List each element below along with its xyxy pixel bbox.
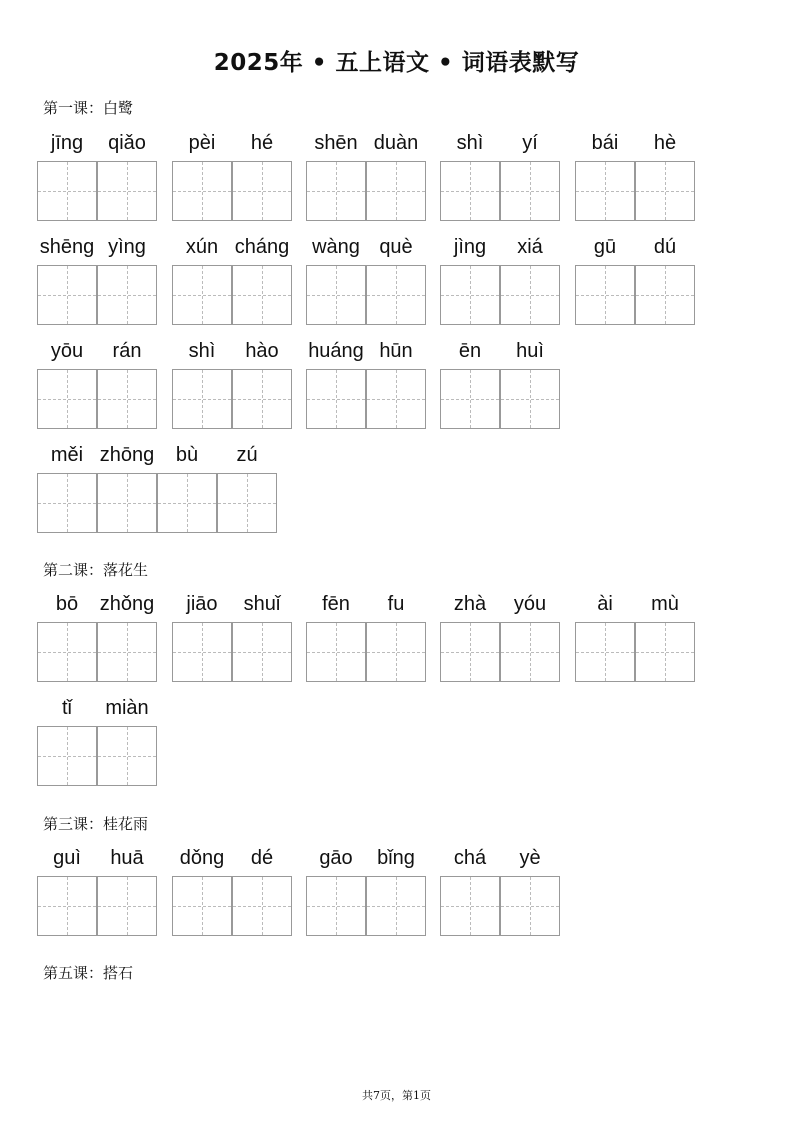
writing-grid-cell[interactable] [172, 622, 232, 682]
writing-grid-cell[interactable] [232, 876, 292, 936]
writing-grid-cell[interactable] [366, 161, 426, 221]
writing-grid-cell[interactable] [232, 369, 292, 429]
writing-grid-cell[interactable] [306, 265, 366, 325]
pinyin-label: jìng [453, 236, 487, 258]
pinyin-label: pèi [188, 132, 216, 154]
pinyin-label: zhà [453, 593, 487, 615]
pinyin-label: hào [245, 340, 279, 362]
writing-grid-cell[interactable] [37, 876, 97, 936]
writing-grid-cell[interactable] [97, 876, 157, 936]
writing-grid-cell[interactable] [97, 161, 157, 221]
pinyin-label: hè [653, 132, 677, 154]
lesson-heading: 第二课：落花生 [43, 561, 149, 579]
writing-grid-cell[interactable] [37, 726, 97, 786]
pinyin-label: jiāo [186, 593, 218, 615]
pinyin-label: dǒng [179, 847, 225, 869]
writing-grid-cell[interactable] [575, 622, 635, 682]
pinyin-label: xún [185, 236, 219, 258]
pinyin-label: hūn [379, 340, 413, 362]
pinyin-label: zhōng [99, 444, 155, 466]
pinyin-label: guì [53, 847, 81, 869]
writing-grid-cell[interactable] [366, 369, 426, 429]
writing-grid-cell[interactable] [97, 473, 157, 533]
pinyin-label: hé [250, 132, 274, 154]
writing-grid-cell[interactable] [500, 622, 560, 682]
lesson-heading: 第三课：桂花雨 [43, 815, 149, 833]
writing-grid-cell[interactable] [172, 161, 232, 221]
writing-grid-cell[interactable] [440, 161, 500, 221]
writing-grid-cell[interactable] [37, 622, 97, 682]
writing-grid-cell[interactable] [575, 161, 635, 221]
pinyin-label: shì [188, 340, 216, 362]
writing-grid-cell[interactable] [366, 876, 426, 936]
writing-grid-cell[interactable] [440, 369, 500, 429]
writing-grid-cell[interactable] [232, 265, 292, 325]
pinyin-label: bǐng [377, 847, 415, 869]
pinyin-label: gū [593, 236, 617, 258]
pinyin-label: fu [387, 593, 405, 615]
pinyin-label: yìng [108, 236, 146, 258]
pinyin-label: wàng [312, 236, 360, 258]
pinyin-label: shuǐ [243, 593, 281, 615]
writing-grid-cell[interactable] [37, 369, 97, 429]
pinyin-label: yí [522, 132, 538, 154]
writing-grid-cell[interactable] [306, 161, 366, 221]
pinyin-label: shēng [39, 236, 95, 258]
writing-grid-cell[interactable] [440, 876, 500, 936]
writing-grid-cell[interactable] [97, 726, 157, 786]
pinyin-label: bù [175, 444, 199, 466]
writing-grid-cell[interactable] [306, 622, 366, 682]
pinyin-label: dú [653, 236, 677, 258]
writing-grid-cell[interactable] [500, 265, 560, 325]
writing-grid-cell[interactable] [97, 622, 157, 682]
pinyin-label: bō [55, 593, 79, 615]
pinyin-label: huáng [308, 340, 364, 362]
pinyin-label: yóu [513, 593, 547, 615]
writing-grid-cell[interactable] [37, 265, 97, 325]
writing-grid-cell[interactable] [37, 473, 97, 533]
writing-grid-cell[interactable] [366, 622, 426, 682]
writing-grid-cell[interactable] [440, 265, 500, 325]
writing-grid-cell[interactable] [500, 876, 560, 936]
writing-grid-cell[interactable] [440, 622, 500, 682]
pinyin-label: rán [112, 340, 142, 362]
writing-grid-cell[interactable] [635, 161, 695, 221]
pinyin-label: huì [516, 340, 544, 362]
pinyin-label: shì [456, 132, 484, 154]
pinyin-label: gāo [319, 847, 353, 869]
pinyin-label: zú [236, 444, 258, 466]
pinyin-label: mù [651, 593, 679, 615]
pinyin-label: dé [250, 847, 274, 869]
writing-grid-cell[interactable] [97, 369, 157, 429]
writing-grid-cell[interactable] [172, 369, 232, 429]
writing-grid-cell[interactable] [500, 369, 560, 429]
pinyin-label: ài [597, 593, 613, 615]
writing-grid-cell[interactable] [500, 161, 560, 221]
page-title: 2025年 • 五上语文 • 词语表默写 [213, 50, 580, 76]
writing-grid-cell[interactable] [37, 161, 97, 221]
pinyin-label: shēn [314, 132, 358, 154]
pinyin-label: chá [453, 847, 487, 869]
pinyin-label: cháng [234, 236, 290, 258]
writing-grid-cell[interactable] [97, 265, 157, 325]
writing-grid-cell[interactable] [575, 265, 635, 325]
writing-grid-cell[interactable] [217, 473, 277, 533]
pinyin-label: duàn [373, 132, 419, 154]
pinyin-label: yōu [50, 340, 84, 362]
writing-grid-cell[interactable] [157, 473, 217, 533]
writing-grid-cell[interactable] [306, 369, 366, 429]
writing-grid-cell[interactable] [635, 622, 695, 682]
pinyin-label: měi [50, 444, 84, 466]
pinyin-label: xiá [517, 236, 543, 258]
pinyin-label: yè [519, 847, 541, 869]
pinyin-label: zhǒng [99, 593, 155, 615]
lesson-heading: 第五课：搭石 [43, 964, 134, 982]
pinyin-label: què [379, 236, 413, 258]
writing-grid-cell[interactable] [232, 622, 292, 682]
pinyin-label: miàn [105, 697, 149, 719]
writing-grid-cell[interactable] [635, 265, 695, 325]
pinyin-label: tǐ [62, 697, 72, 719]
writing-grid-cell[interactable] [306, 876, 366, 936]
page-footer: 共7页，第1页 [362, 1089, 431, 1102]
pinyin-label: jīng [50, 132, 84, 154]
writing-grid-cell[interactable] [172, 876, 232, 936]
writing-grid-cell[interactable] [366, 265, 426, 325]
pinyin-label: bái [591, 132, 619, 154]
writing-grid-cell[interactable] [172, 265, 232, 325]
writing-grid-cell[interactable] [232, 161, 292, 221]
pinyin-label: qiǎo [108, 132, 146, 154]
pinyin-label: fēn [322, 593, 350, 615]
lesson-heading: 第一课：白鹭 [43, 99, 134, 117]
pinyin-label: ēn [458, 340, 482, 362]
pinyin-label: huā [110, 847, 144, 869]
